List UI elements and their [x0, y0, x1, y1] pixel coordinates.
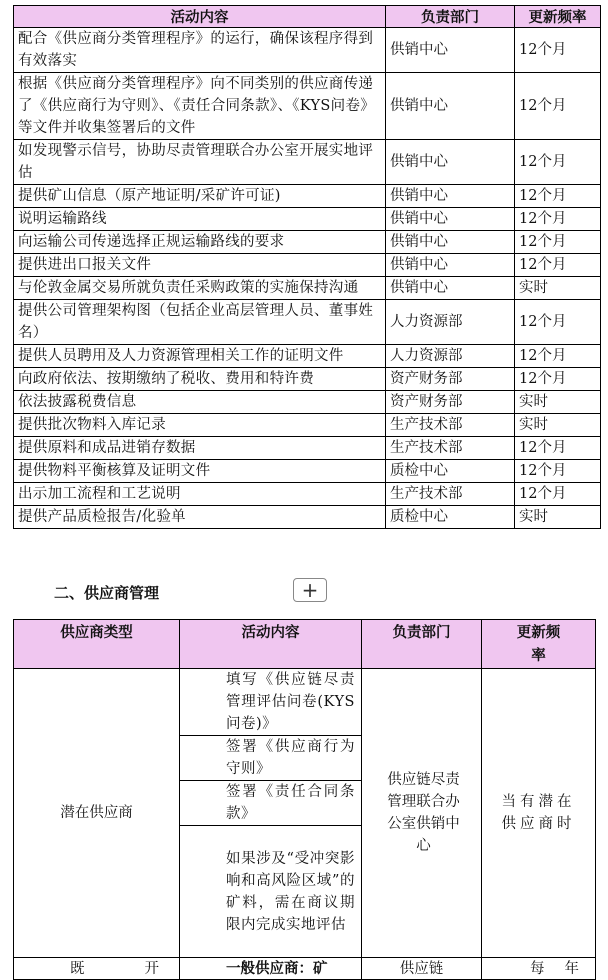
frequency-cell: 12个月: [515, 483, 601, 506]
frequency-cell: 12个月: [515, 368, 601, 391]
header-department: 负责部门: [362, 620, 482, 669]
frequency-cell: 实时: [515, 391, 601, 414]
table-row: [14, 28, 601, 73]
header-department: 负责部门: [386, 6, 515, 28]
activity-cell: 签署《责任合同条款》: [180, 781, 362, 826]
frequency-cell: 12个月: [515, 208, 601, 231]
activity-cell: 提供原料和成品进销存数据: [14, 437, 386, 460]
department-cell: 生产技术部: [386, 483, 515, 506]
table-header-row: [14, 620, 596, 669]
table-row: [14, 73, 601, 140]
activity-cell: 签署《供应商行为守则》: [180, 736, 362, 781]
table-row: [14, 958, 596, 980]
freq-char: 年: [564, 960, 579, 977]
frequency-cell: 12个月: [515, 345, 601, 368]
frequency-cell: 12个月: [515, 185, 601, 208]
activity-cell: 依法披露税费信息: [14, 391, 386, 414]
activity-cell: 提供矿山信息（原产地证明/采矿许可证): [14, 185, 386, 208]
department-cell: 资产财务部: [386, 391, 515, 414]
header-frequency: 更新频率: [482, 620, 596, 669]
freq-char: 每: [530, 960, 545, 977]
department-cell: 供销中心: [386, 185, 515, 208]
frequency-cell: 当有潜在供应商时: [482, 669, 596, 958]
activity-cell: 一般供应商：矿: [180, 958, 362, 980]
activity-cell: 与伦敦金属交易所就负责任采购政策的实施保持沟通: [14, 277, 386, 300]
department-cell: 质检中心: [386, 460, 515, 483]
department-cell: 供销中心: [386, 231, 515, 254]
table-row: [14, 460, 601, 483]
department-cell: 供销中心: [386, 277, 515, 300]
section-title: 二、供应商管理: [54, 584, 160, 602]
header-supplier-type: 供应商类型: [14, 620, 180, 669]
frequency-cell: 12个月: [515, 28, 601, 73]
table-row: [14, 345, 601, 368]
department-cell: 供应链尽责管理联合办公室供销中心: [362, 669, 482, 958]
table-row: [14, 208, 601, 231]
frequency-cell: 实时: [515, 414, 601, 437]
frequency-cell: 12个月: [515, 300, 601, 345]
table-row: [14, 140, 601, 185]
table-header-row: [14, 6, 601, 28]
table-row: [14, 277, 601, 300]
table-row: [14, 483, 601, 506]
department-cell: 供销中心: [386, 73, 515, 140]
activity-cell: 如发现警示信号，协助尽责管理联合办公室开展实地评估: [14, 140, 386, 185]
type-char: 既: [70, 960, 85, 977]
department-cell: 供应链: [362, 958, 482, 980]
frequency-cell: 12个月: [515, 437, 601, 460]
frequency-cell: 12个月: [515, 140, 601, 185]
table-row: [14, 669, 596, 736]
department-cell: 生产技术部: [386, 414, 515, 437]
activity-cell: 配合《供应商分类管理程序》的运行，确保该程序得到有效落实: [14, 28, 386, 73]
table-row: [14, 437, 601, 460]
frequency-cell: 12个月: [515, 460, 601, 483]
activity-cell: 根据《供应商分类管理程序》向不同类别的供应商传递了《供应商行为守则》、《责任合同条款》、《KYS问卷》等文件并收集签署后的文件: [14, 73, 386, 140]
type-char: 开: [144, 960, 159, 977]
frequency-cell: 12个月: [515, 254, 601, 277]
department-cell: 人力资源部: [386, 300, 515, 345]
frequency-cell: 12个月: [515, 231, 601, 254]
table-row: [14, 414, 601, 437]
activity-cell: 提供产品质检报告/化验单: [14, 506, 386, 529]
activity-cell: 提供公司管理架构图（包括企业高层管理人员、董事姓名）: [14, 300, 386, 345]
activity-cell: 说明运输路线: [14, 208, 386, 231]
frequency-cell: 12个月: [515, 73, 601, 140]
activity-table: [13, 5, 601, 529]
expand-button[interactable]: +: [293, 578, 327, 602]
header-activity: 活动内容: [14, 6, 386, 28]
table-row: [14, 506, 601, 529]
activity-cell: 向运输公司传递选择正规运输路线的要求: [14, 231, 386, 254]
department-cell: 生产技术部: [386, 437, 515, 460]
department-cell: 人力资源部: [386, 345, 515, 368]
table-row: [14, 254, 601, 277]
table-row: [14, 368, 601, 391]
activity-cell: 出示加工流程和工艺说明: [14, 483, 386, 506]
supplier-type-cell: 潜在供应商: [14, 669, 180, 958]
activity-cell: 提供批次物料入库记录: [14, 414, 386, 437]
department-cell: 供销中心: [386, 208, 515, 231]
table-row: [14, 185, 601, 208]
frequency-cell: 实时: [515, 277, 601, 300]
table-row: [14, 300, 601, 345]
department-cell: 供销中心: [386, 254, 515, 277]
activity-cell: 提供进出口报关文件: [14, 254, 386, 277]
supplier-table: [13, 619, 596, 980]
supplier-type-cell: [14, 958, 180, 980]
table-row: [14, 231, 601, 254]
header-frequency: 更新频率: [515, 6, 601, 28]
department-cell: 供销中心: [386, 140, 515, 185]
activity-cell: 填写《供应链尽责管理评估问卷(KYS问卷)》: [180, 669, 362, 736]
frequency-cell: [482, 958, 596, 980]
department-cell: 资产财务部: [386, 368, 515, 391]
activity-cell: 向政府依法、按期缴纳了税收、费用和特许费: [14, 368, 386, 391]
table-row: [14, 391, 601, 414]
header-activity: 活动内容: [180, 620, 362, 669]
department-cell: 质检中心: [386, 506, 515, 529]
frequency-cell: 实时: [515, 506, 601, 529]
department-cell: 供销中心: [386, 28, 515, 73]
activity-cell: 提供人员聘用及人力资源管理相关工作的证明文件: [14, 345, 386, 368]
activity-cell: 如果涉及“受冲突影响和高风险区域”的矿料，需在商议期限内完成实地评估: [180, 826, 362, 958]
activity-cell: 提供物料平衡核算及证明文件: [14, 460, 386, 483]
